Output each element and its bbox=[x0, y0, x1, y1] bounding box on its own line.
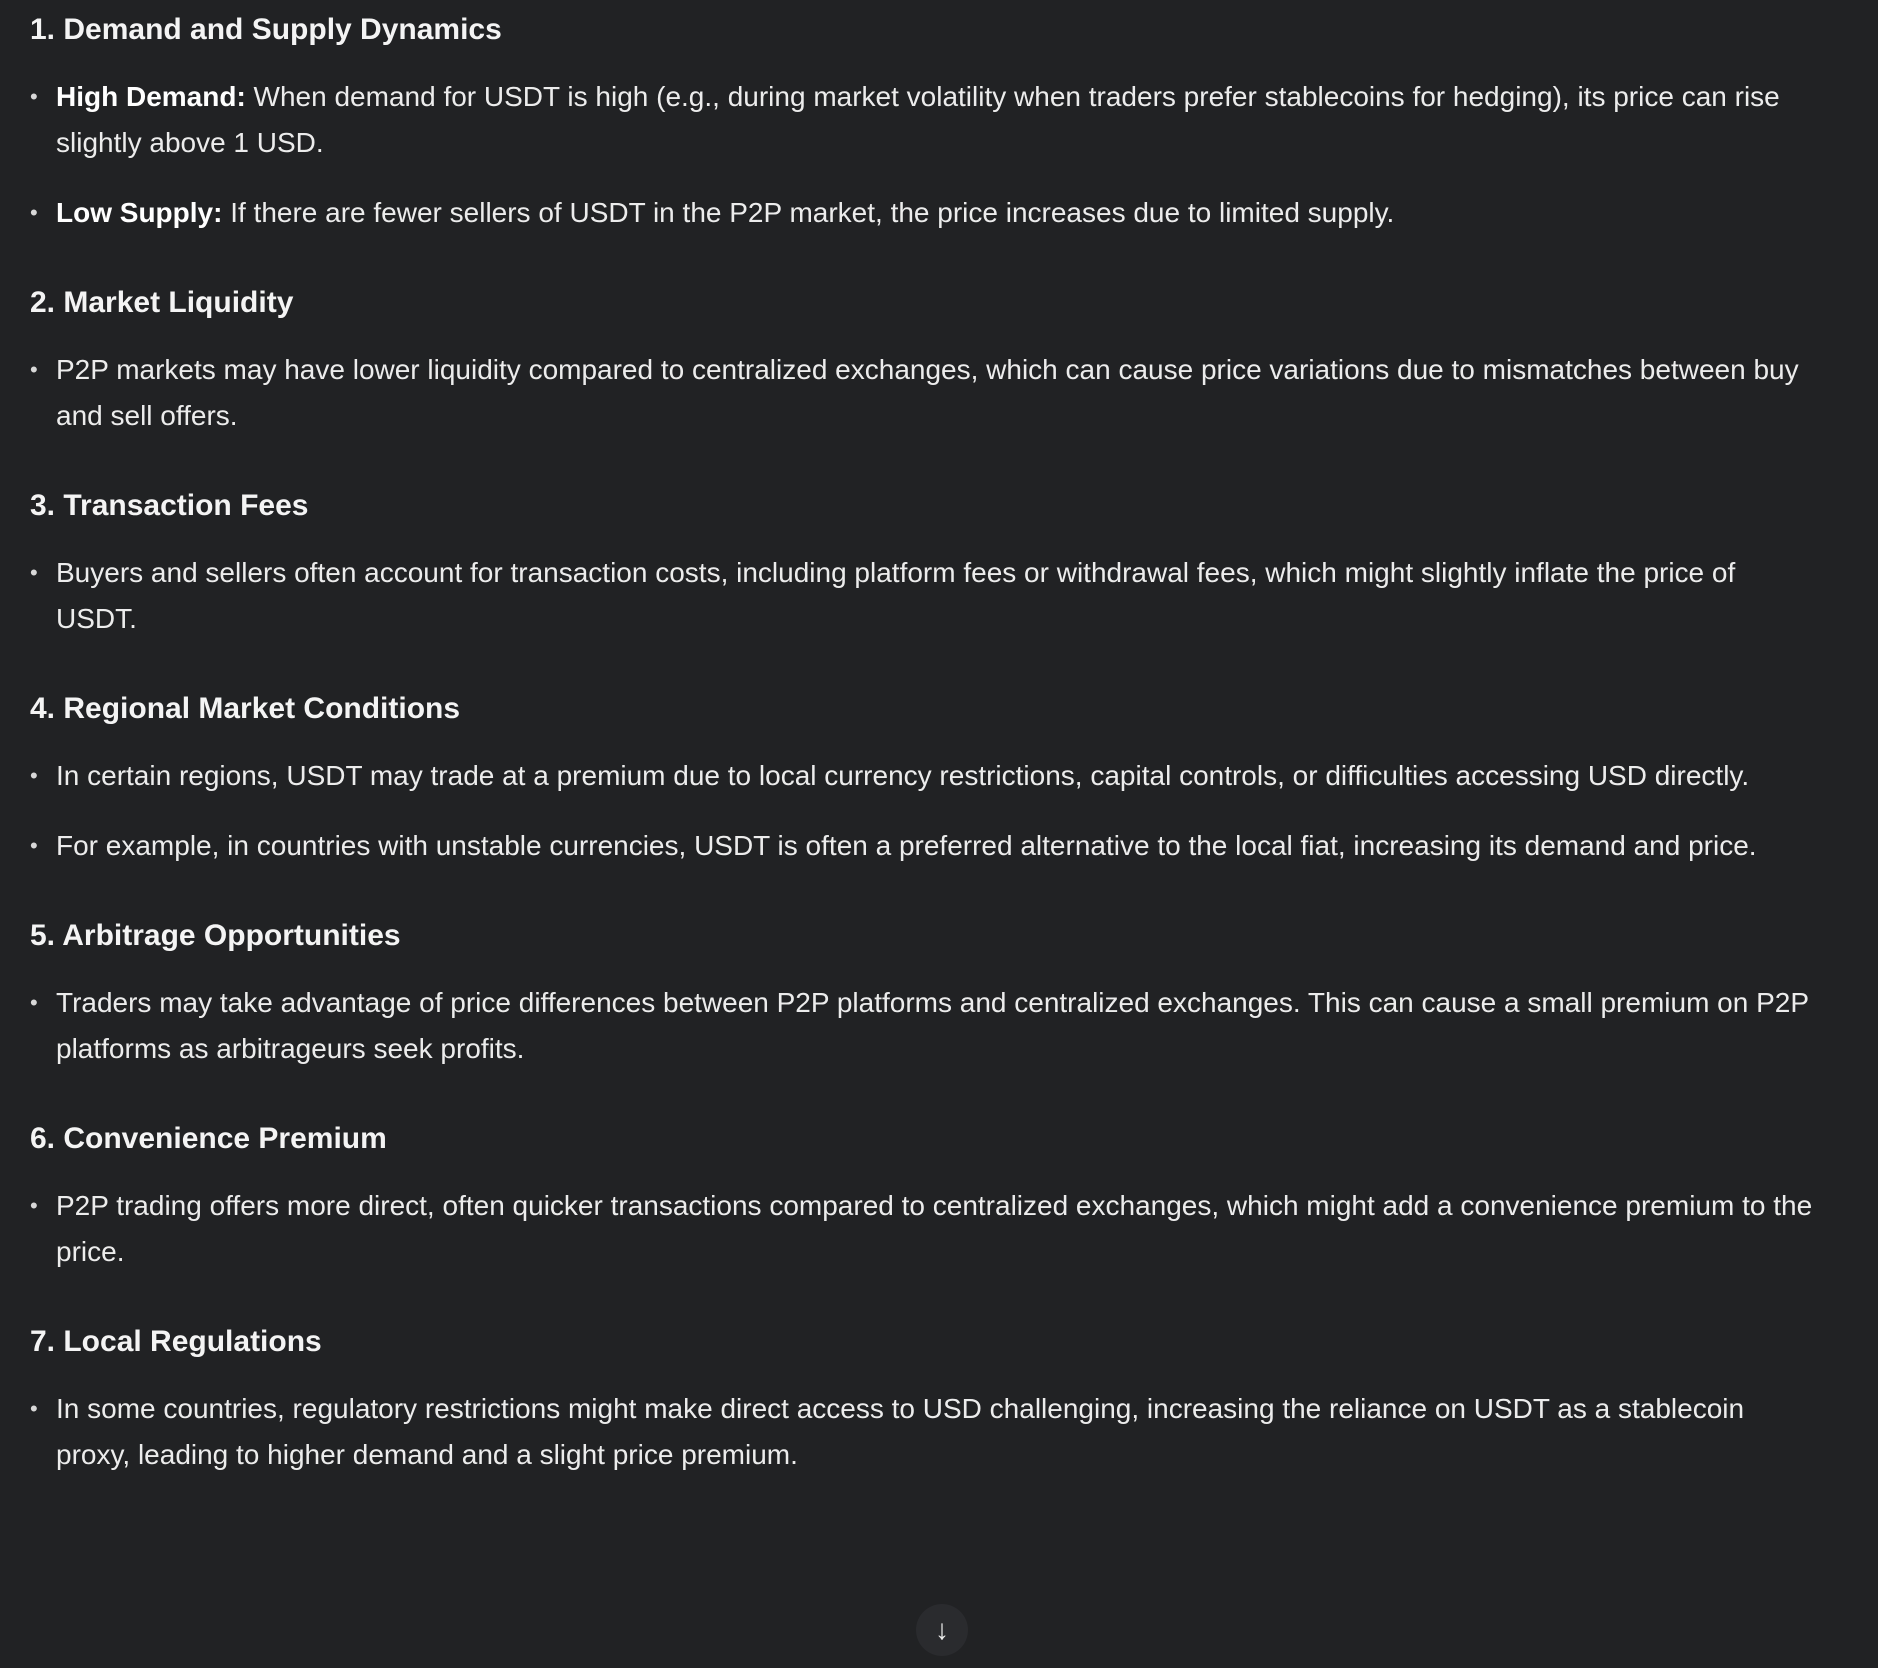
section-heading: 6. Convenience Premium bbox=[30, 1122, 387, 1155]
bullet-text: P2P markets may have lower liquidity compared to centralized exchanges, which can cause price variations due to mismatches between buy and sell offers. bbox=[56, 354, 1799, 431]
bullet-list bbox=[30, 347, 1820, 439]
section-regional-conditions bbox=[30, 642, 1820, 869]
bullet-list bbox=[30, 74, 1820, 236]
arrow-down-icon: ↓ bbox=[935, 1614, 949, 1645]
list-item bbox=[30, 980, 1820, 1072]
list-item bbox=[30, 550, 1820, 642]
bullet-text: For example, in countries with unstable currencies, USDT is often a preferred alternative to the local fiat, increasing its demand and price. bbox=[56, 830, 1757, 861]
section-heading: 2. Market Liquidity bbox=[30, 286, 294, 319]
bullet-text: P2P trading offers more direct, often quicker transactions compared to centralized exchanges, which might add a convenience premium to the price. bbox=[56, 1190, 1813, 1267]
section-heading: 3. Transaction Fees bbox=[30, 489, 309, 522]
bullet-list bbox=[30, 980, 1820, 1072]
bullet-list bbox=[30, 1183, 1820, 1275]
section-market-liquidity bbox=[30, 236, 1820, 439]
list-item bbox=[30, 74, 1820, 166]
bullet-list bbox=[30, 1386, 1820, 1478]
list-item bbox=[30, 1183, 1820, 1275]
list-item bbox=[30, 823, 1820, 869]
section-demand-supply bbox=[30, 0, 1820, 236]
message-content bbox=[30, 0, 1820, 1478]
bullet-text: If there are fewer sellers of USDT in the P2P market, the price increases due to limited supply. bbox=[222, 197, 1395, 228]
section-heading: 1. Demand and Supply Dynamics bbox=[30, 13, 502, 46]
list-item bbox=[30, 347, 1820, 439]
bullet-list bbox=[30, 753, 1820, 869]
bullet-text: In some countries, regulatory restrictions might make direct access to USD challenging, increasing the reliance on USDT as a stablecoin proxy, leading to higher demand and a slight price premium. bbox=[56, 1393, 1745, 1470]
bullet-bold-label: High Demand: bbox=[56, 81, 246, 112]
section-heading: 7. Local Regulations bbox=[30, 1325, 322, 1358]
scroll-to-bottom-button[interactable] bbox=[916, 1604, 968, 1656]
section-arbitrage bbox=[30, 869, 1820, 1072]
section-local-regulations bbox=[30, 1275, 1820, 1478]
section-transaction-fees bbox=[30, 439, 1820, 642]
section-heading: 5. Arbitrage Opportunities bbox=[30, 919, 401, 952]
section-heading: 4. Regional Market Conditions bbox=[30, 692, 461, 725]
list-item bbox=[30, 753, 1820, 799]
bullet-text: Traders may take advantage of price differences between P2P platforms and centralized exchanges. This can cause a small premium on P2P platforms as arbitrageurs seek profits. bbox=[56, 987, 1809, 1064]
bullet-text: Buyers and sellers often account for transaction costs, including platform fees or withdrawal fees, which might slightly inflate the price of USDT. bbox=[56, 557, 1736, 634]
list-item bbox=[30, 190, 1820, 236]
list-item bbox=[30, 1386, 1820, 1478]
bullet-text: When demand for USDT is high (e.g., during market volatility when traders prefer stablecoins for hedging), its price can rise slightly above 1 USD. bbox=[56, 81, 1780, 158]
bullet-list bbox=[30, 550, 1820, 642]
bullet-bold-label: Low Supply: bbox=[56, 197, 223, 228]
bullet-text: In certain regions, USDT may trade at a premium due to local currency restrictions, capital controls, or difficulties accessing USD directly. bbox=[56, 760, 1750, 791]
section-convenience bbox=[30, 1072, 1820, 1275]
